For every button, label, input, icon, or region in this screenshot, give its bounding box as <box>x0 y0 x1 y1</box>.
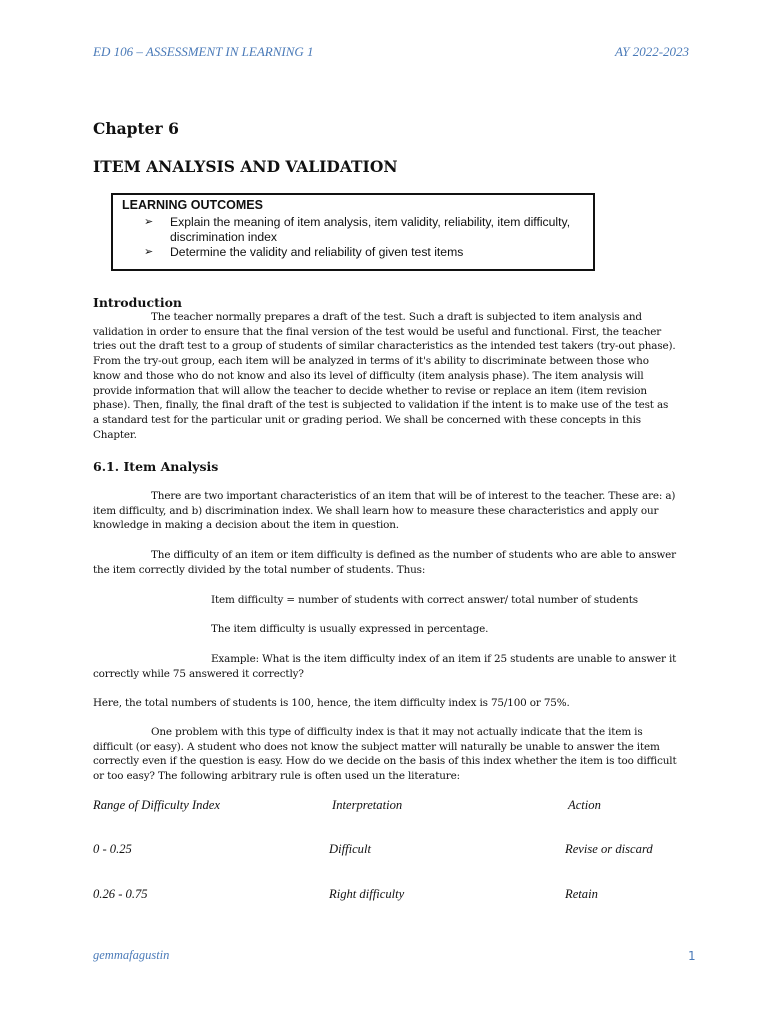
outcome-item <box>144 245 574 260</box>
table-header-action: Action <box>568 798 601 812</box>
example-question: Example: What is the item difficulty index of an item if 25 students are unable to answer it correctly while 75 answered it correctly? <box>93 653 677 680</box>
learning-outcomes-title: LEARNING OUTCOMES <box>122 198 263 212</box>
introduction-heading: Introduction <box>93 295 183 310</box>
outcome-text: Explain the meaning of item analysis, item validity, reliability, item difficulty, discrimination index <box>170 215 571 244</box>
page-number: 1 <box>688 949 696 963</box>
percentage-note: The item difficulty is usually expressed in percentage. <box>211 623 489 635</box>
header-course: ED 106 – ASSESSMENT IN LEARNING 1 <box>93 44 314 59</box>
table-cell-range: 0.26 - 0.75 <box>93 887 148 901</box>
arrow-bullet-icon: ➢ <box>144 246 154 258</box>
table-cell-action: Revise or discard <box>565 842 653 856</box>
chapter-number: Chapter 6 <box>93 119 179 138</box>
outcome-item <box>144 215 574 245</box>
chapter-title: ITEM ANALYSIS AND VALIDATION <box>93 157 398 176</box>
learning-outcomes-box <box>111 193 595 271</box>
table-cell-interpretation: Difficult <box>329 842 371 856</box>
example-answer: Here, the total numbers of students is 100, hence, the item difficulty index is 75/100 or 75%. <box>93 697 570 709</box>
introduction-paragraph: The teacher normally prepares a draft of the test. Such a draft is subjected to item analysis and validation in order to ensure that the final version of the test would be useful and functional. First, the teacher tries out the draft test to a group of students of similar characteristics as the intended test takers (try-out phase). From the try-out group, each item will be analyzed in terms of it's ability to discriminate between those who know and those who do not know and also its level of difficulty (item analysis phase). The item analysis will provide information that will allow the teacher to decide whether to revise or replace an item (item revision phase). Then, finally, the final draft of the test is subjected to validation if the intent is to make use of the test as a standard test for the particular unit or grading period. We shall be concerned with these concepts in this Chapter. <box>93 311 676 441</box>
item-difficulty-formula: Item difficulty = number of students with correct answer/ total number of students <box>211 594 638 606</box>
table-cell-interpretation: Right difficulty <box>329 887 405 901</box>
table-header-range: Range of Difficulty Index <box>93 798 220 812</box>
arrow-bullet-icon: ➢ <box>144 216 154 228</box>
item-analysis-paragraph-3: One problem with this type of difficulty index is that it may not actually indicate that the item is difficult (or easy). A student who does not know the subject matter will naturally be unable to answer the item correctly even if the question is easy. How do we decide on the basis of this index whether the item is too difficult or too easy? The following arbitrary rule is often used un the literature: <box>93 726 677 783</box>
item-analysis-heading: 6.1. Item Analysis <box>93 459 219 474</box>
item-analysis-paragraph-1: There are two important characteristics of an item that will be of interest to the teacher. These are: a) item difficulty, and b) discrimination index. We shall learn how to measure these characteristics and apply our knowledge in making a decision about the item in question. <box>93 490 676 532</box>
footer-author: gemmafagustin <box>93 948 170 962</box>
table-cell-action: Retain <box>565 887 598 901</box>
outcome-text: Determine the validity and reliability of given test items <box>170 245 464 259</box>
table-cell-range: 0 - 0.25 <box>93 842 132 856</box>
table-header-interpretation: Interpretation <box>332 798 403 812</box>
header-year: AY 2022-2023 <box>615 44 690 59</box>
item-analysis-paragraph-2: The difficulty of an item or item difficulty is defined as the number of students who are able to answer the item correctly divided by the total number of students. Thus: <box>93 549 676 576</box>
